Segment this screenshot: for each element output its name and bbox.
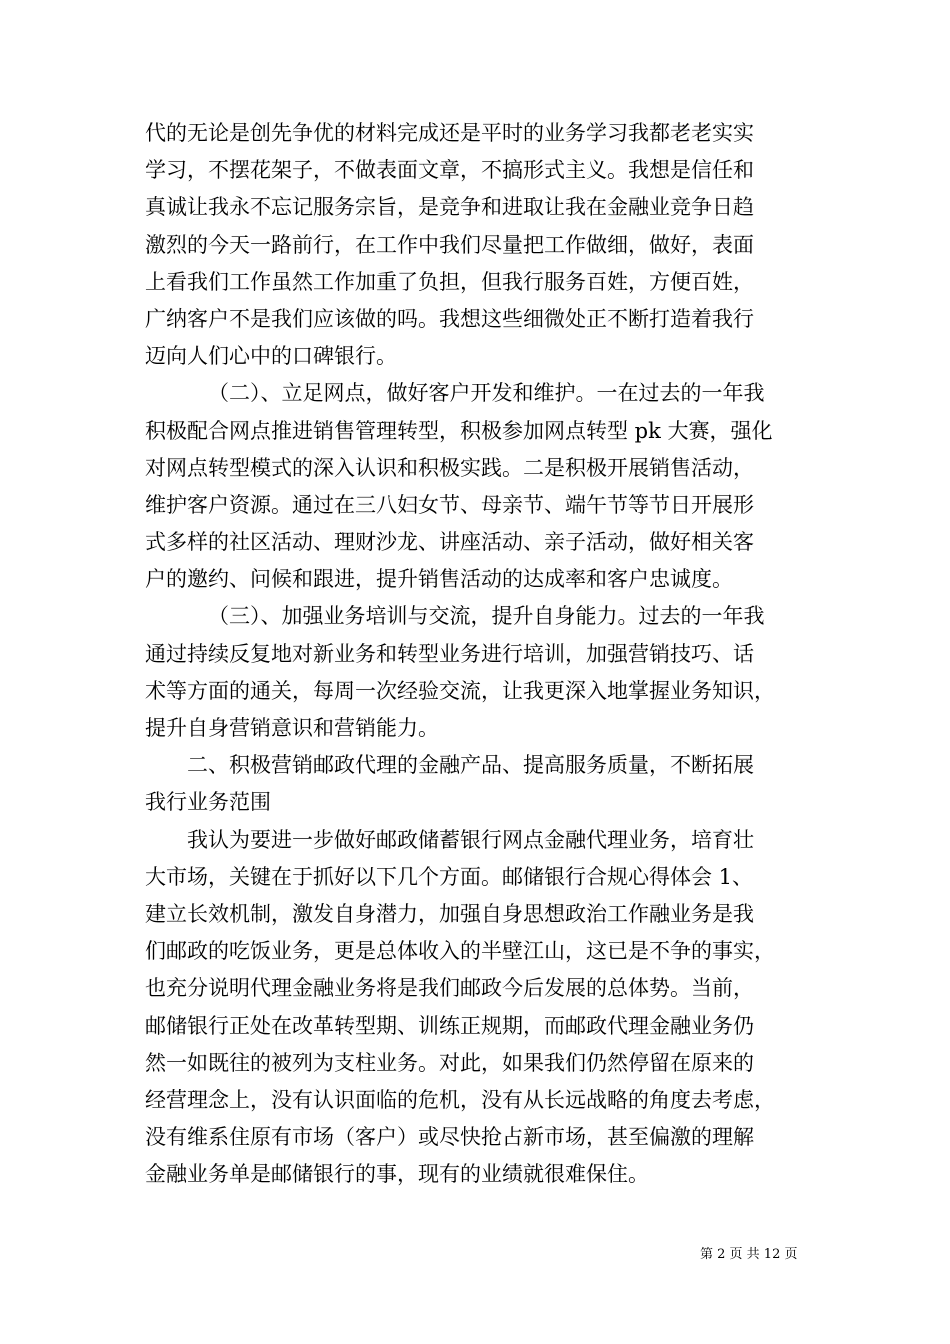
text-line: 然一如既往的被列为支柱业务。对此，如果我们仍然停留在原来的 — [145, 1050, 754, 1075]
text-line: 提升自身营销意识和营销能力。 — [145, 716, 439, 740]
text-line: 代的无论是创先争优的材料完成还是平时的业务学习我都老老实实 — [145, 121, 754, 145]
text-line: 式多样的社区活动、理财沙龙、讲座活动、亲子活动，做好相关客 — [145, 530, 754, 555]
text-line: 学习，不摆花架子，不做表面文章，不搞形式主义。我想是信任和 — [145, 158, 754, 183]
text-line: 也充分说明代理金融业务将是我们邮政今后发展的总体势。当前， — [145, 976, 754, 1001]
text-line: 迈向人们心中的口碑银行。 — [145, 344, 397, 369]
document-body — [145, 115, 805, 1193]
text-line: 广纳客户不是我们应该做的吗。我想这些细微处正不断打造着我行 — [145, 306, 754, 331]
text-line: 术等方面的通关，每周一次经验交流，让我更深入地掌握业务知识， — [145, 678, 775, 703]
text-line: 上看我们工作虽然工作加重了负担，但我行服务百姓，方便百姓， — [145, 269, 754, 294]
text-line: 对网点转型模式的深入认识和积极实践。二是积极开展销售活动， — [145, 455, 754, 480]
text-line: 积极配合网点推进销售管理转型，积极参加网点转型 pk 大赛，强化 — [145, 418, 773, 443]
text-line: 激烈的今天一路前行，在工作中我们尽量把工作做细，做好，表面 — [145, 232, 754, 257]
text-line: 们邮政的吃饭业务，更是总体收入的半壁江山，这已是不争的事实， — [145, 939, 775, 964]
text-line: 金融业务单是邮储银行的事，现有的业绩就很难保住。 — [145, 1162, 649, 1187]
section-heading: 二、积极营销邮政代理的金融产品、提高服务质量，不断拓展 — [187, 753, 754, 778]
paragraph-start: 我认为要进一步做好邮政储蓄银行网点金融代理业务，培育壮 — [187, 827, 754, 852]
text-line: 我行业务范围 — [145, 790, 271, 815]
text-line: 经营理念上，没有认识面临的危机，没有从长远战略的角度去考虑， — [145, 1087, 775, 1112]
text-line: 邮储银行正处在改革转型期、训练正规期，而邮政代理金融业务仍 — [145, 1013, 754, 1038]
text-line: 通过持续反复地对新业务和转型业务进行培训，加强营销技巧、话 — [145, 641, 754, 666]
text-line: 维护客户资源。通过在三八妇女节、母亲节、端午节等节日开展形 — [145, 492, 754, 517]
text-line: 户的邀约、问候和跟进，提升销售活动的达成率和客户忠诚度。 — [145, 567, 733, 592]
page-number: 第 2 页 共 12 页 — [700, 1247, 798, 1262]
text-line: 没有维系住原有市场（客户）或尽快抢占新市场，甚至偏激的理解 — [145, 1125, 754, 1150]
section-heading: （二）、立足网点，做好客户开发和维护。一在过去的一年我 — [208, 381, 765, 406]
section-heading: （三）、加强业务培训与交流，提升自身能力。过去的一年我 — [208, 604, 765, 629]
text-line: 真诚让我永不忘记服务宗旨，是竞争和进取让我在金融业竞争日趋 — [145, 195, 754, 220]
text-line: 大市场，关键在于抓好以下几个方面。邮储银行合规心得体会 1、 — [145, 864, 754, 889]
text-line: 建立长效机制，激发自身潜力，加强自身思想政治工作融业务是我 — [145, 901, 754, 926]
